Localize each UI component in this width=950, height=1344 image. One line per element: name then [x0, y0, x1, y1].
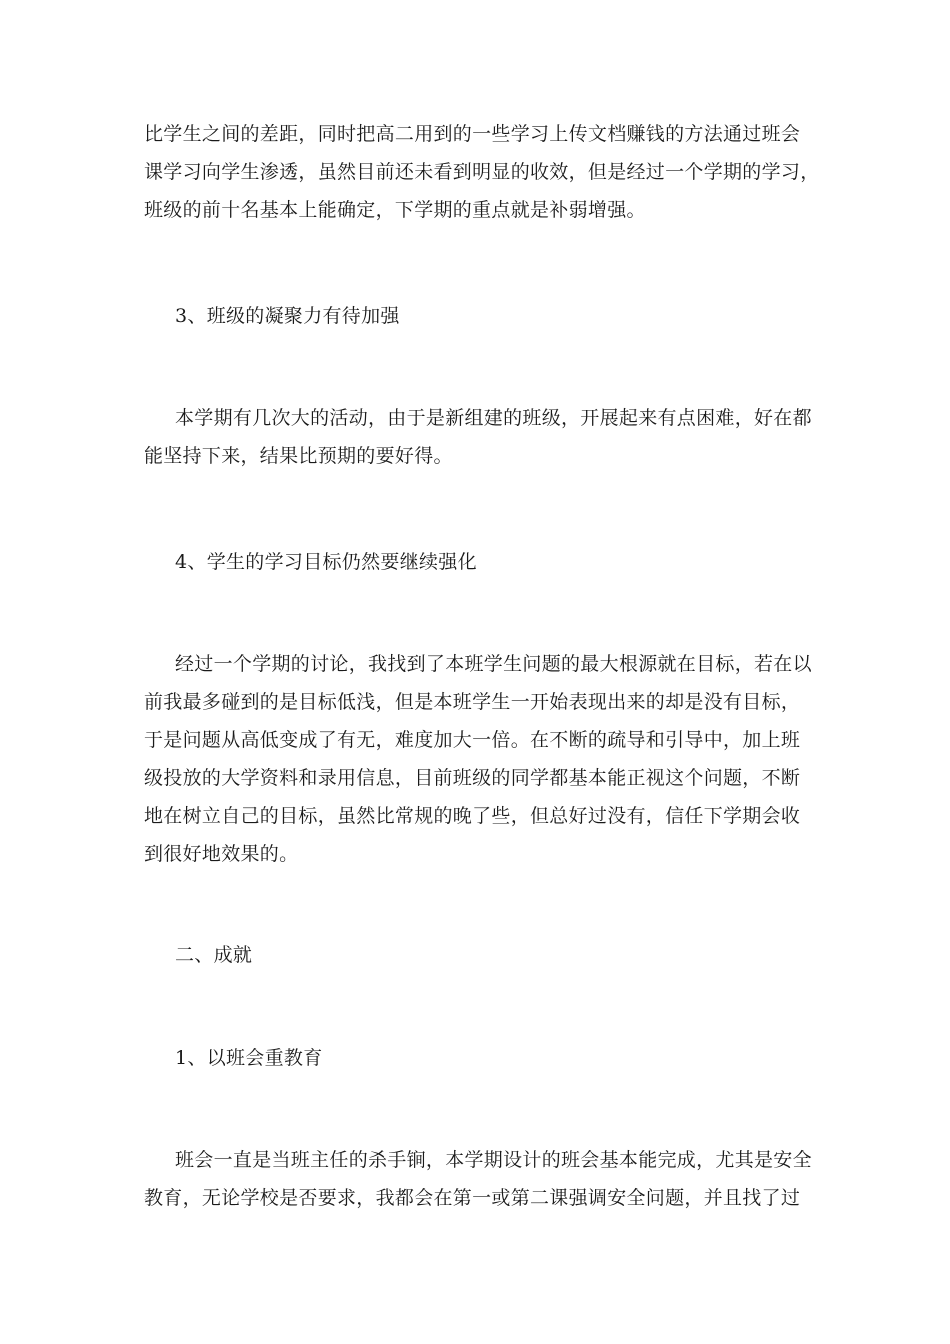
text-line: 于是问题从高低变成了有无，难度加大一倍。在不断的疏导和引导中，加上班: [144, 729, 801, 751]
heading-cohesion: [144, 297, 808, 335]
paragraph-class-gap: [144, 115, 820, 229]
heading-text: 1、以班会重教育: [175, 1047, 323, 1069]
paragraph-class-meeting: [144, 1141, 812, 1217]
heading-class-meeting: [144, 1039, 808, 1077]
paragraph-goals-discussion: [144, 645, 812, 873]
text-line: 经过一个学期的讨论，我找到了本班学生问题的最大根源就在目标，若在以: [175, 653, 812, 675]
text-line: 班会一直是当班主任的杀手锏，本学期设计的班会基本能完成，尤其是安全: [175, 1149, 812, 1171]
section-heading-achievements: [144, 936, 808, 974]
text-line: 比学生之间的差距，同时把高二用到的一些学习上传文档赚钱的方法通过班会: [144, 123, 801, 145]
text-line: 本学期有几次大的活动，由于是新组建的班级，开展起来有点困难，好在都: [175, 407, 812, 429]
text-line: 前我最多碰到的是目标低浅，但是本班学生一开始表现出来的却是没有目标，: [144, 691, 801, 713]
heading-learning-goals: [144, 543, 808, 581]
text-line: 教育，无论学校是否要求，我都会在第一或第二课强调安全问题，并且找了过: [144, 1187, 801, 1209]
heading-text: 4、学生的学习目标仍然要继续强化: [175, 551, 477, 573]
heading-text: 二、成就: [175, 944, 253, 966]
text-line: 能坚持下来，结果比预期的要好得。: [144, 445, 453, 467]
heading-text: 3、班级的凝聚力有待加强: [175, 305, 400, 327]
paragraph-activities: [144, 399, 812, 475]
text-line: 课学习向学生渗透，虽然目前还未看到明显的收效，但是经过一个学期的学习，: [144, 161, 820, 183]
text-line: 级投放的大学资料和录用信息，目前班级的同学都基本能正视这个问题，不断: [144, 767, 801, 789]
text-line: 到很好地效果的。: [144, 843, 299, 865]
text-line: 班级的前十名基本上能确定，下学期的重点就是补弱增强。: [144, 199, 646, 221]
text-line: 地在树立自己的目标，虽然比常规的晚了些，但总好过没有，信任下学期会收: [144, 805, 801, 827]
